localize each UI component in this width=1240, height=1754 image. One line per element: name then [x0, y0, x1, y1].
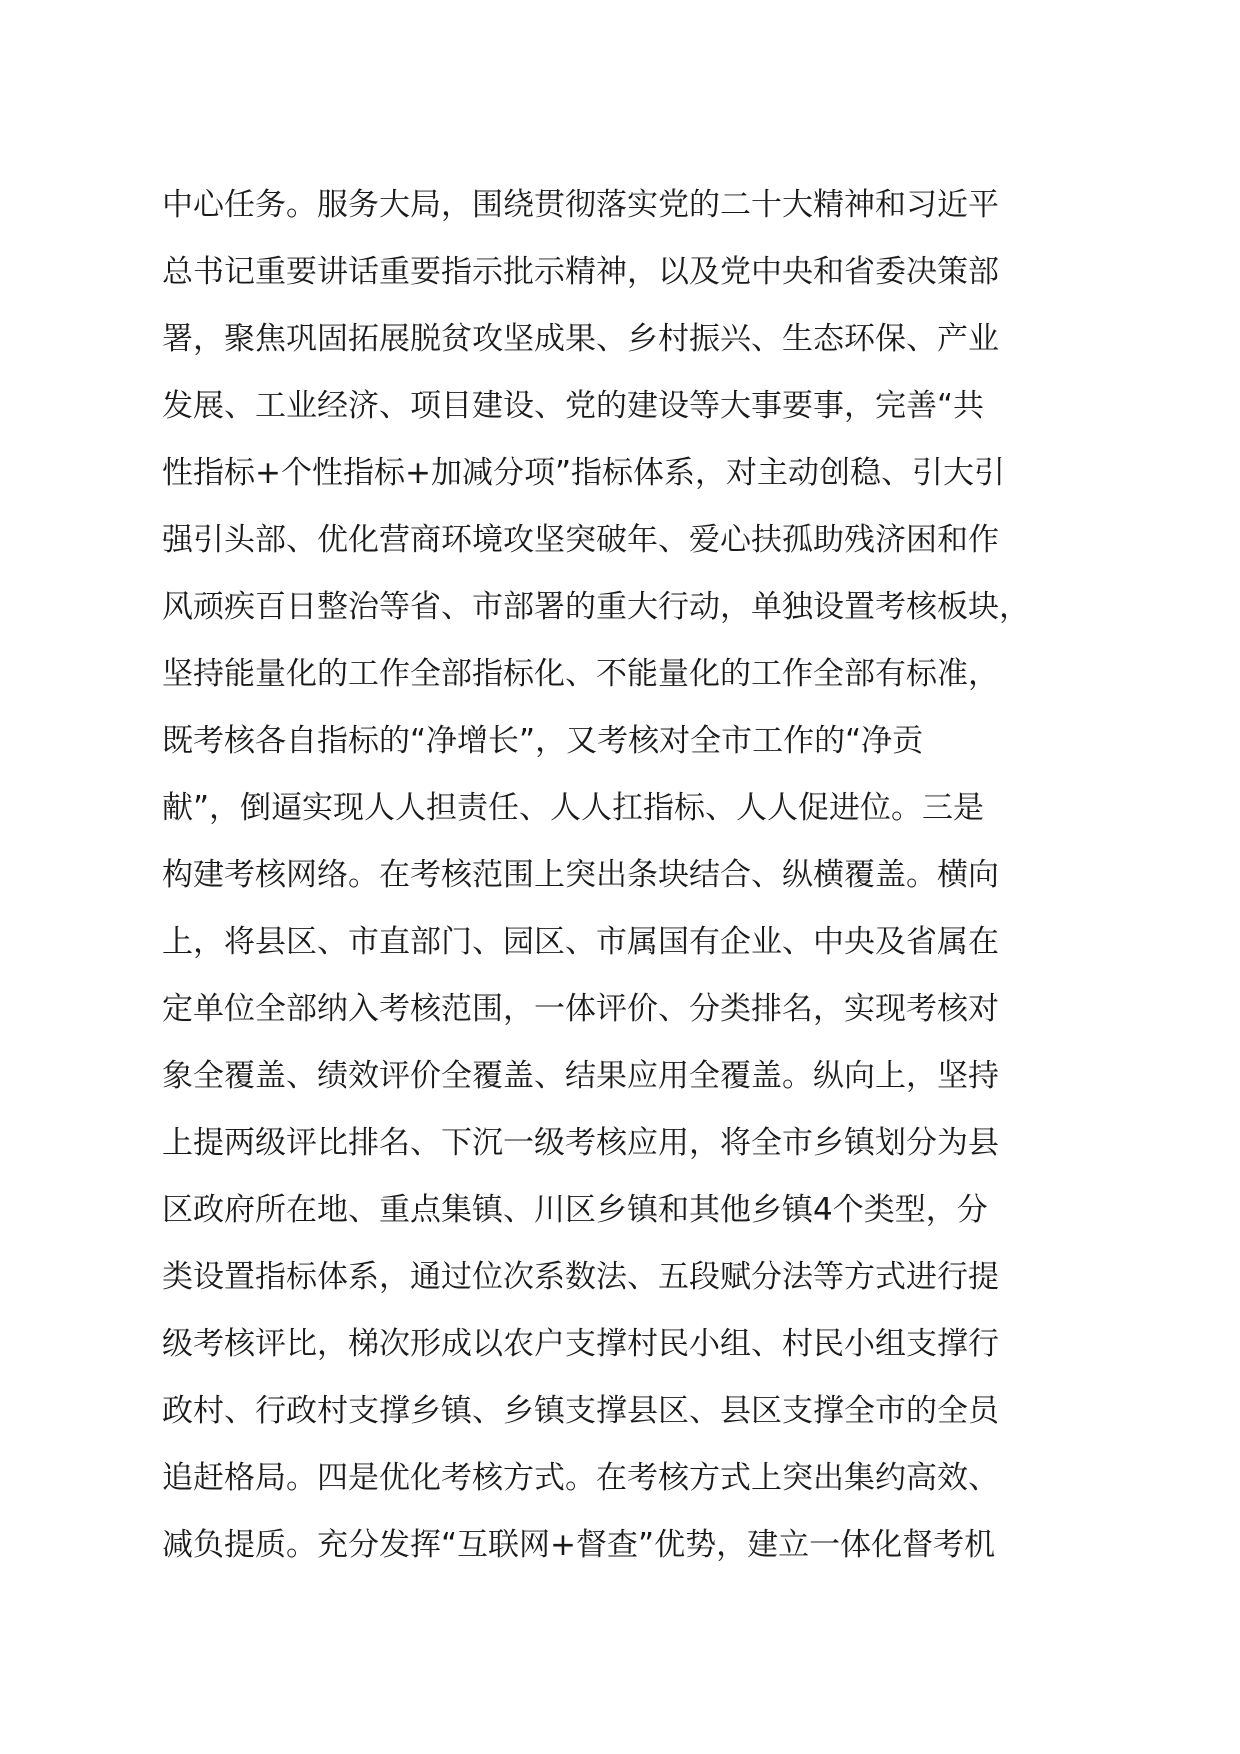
text-line-12: 上，将县区、市直部门、园区、市属国有企业、中央及省属在 — [162, 924, 999, 960]
text-line-9: 既考核各自指标的“净增长”，又考核对全市工作的“净贡 — [162, 723, 924, 759]
text-line-10: 献”，倒逼实现人人担责任、人人扛指标、人人促进位。三是 — [162, 790, 985, 826]
text-line-21: 减负提质。充分发挥“互联网+督查”优势，建立一体化督考机 — [162, 1527, 996, 1563]
text-line-18: 级考核评比，梯次形成以农户支撑村民小组、村民小组支撑行 — [162, 1326, 999, 1362]
text-line-13: 定单位全部纳入考核范围，一体评价、分类排名，实现考核对 — [162, 991, 999, 1027]
body-paragraph — [162, 183, 1082, 1590]
text-line-3: 署，聚焦巩固拓展脱贫攻坚成果、乡村振兴、生态环保、产业 — [162, 321, 999, 357]
text-line-15: 上提两级评比排名、下沉一级考核应用，将全市乡镇划分为县 — [162, 1125, 999, 1161]
text-line-4: 发展、工业经济、项目建设、党的建设等大事要事，完善“共 — [162, 388, 985, 424]
text-line-5: 性指标+个性指标+加减分项”指标体系，对主动创稳、引大引 — [162, 455, 1006, 491]
text-line-16: 区政府所在地、重点集镇、川区乡镇和其他乡镇4个类型，分 — [162, 1192, 988, 1228]
text-line-17: 类设置指标体系，通过位次系数法、五段赋分法等方式进行提 — [162, 1259, 999, 1295]
text-line-20: 追赶格局。四是优化考核方式。在考核方式上突出集约高效、 — [162, 1460, 999, 1496]
text-line-1: 中心任务。服务大局，围绕贯彻落实党的二十大精神和习近平 — [162, 187, 999, 223]
text-line-19: 政村、行政村支撑乡镇、乡镇支撑县区、县区支撑全市的全员 — [162, 1393, 999, 1429]
text-line-11: 构建考核网络。在考核范围上突出条块结合、纵横覆盖。横向 — [162, 857, 999, 893]
text-line-2: 总书记重要讲话重要指示批示精神，以及党中央和省委决策部 — [162, 254, 999, 290]
text-line-14: 象全覆盖、绩效评价全覆盖、结果应用全覆盖。纵向上，坚持 — [162, 1058, 999, 1094]
text-line-6: 强引头部、优化营商环境攻坚突破年、爱心扶孤助残济困和作 — [162, 522, 999, 558]
text-line-8: 坚持能量化的工作全部指标化、不能量化的工作全部有标准， — [162, 656, 999, 692]
text-line-7: 风顽疾百日整治等省、市部署的重大行动，单独设置考核板块， — [162, 589, 1030, 625]
